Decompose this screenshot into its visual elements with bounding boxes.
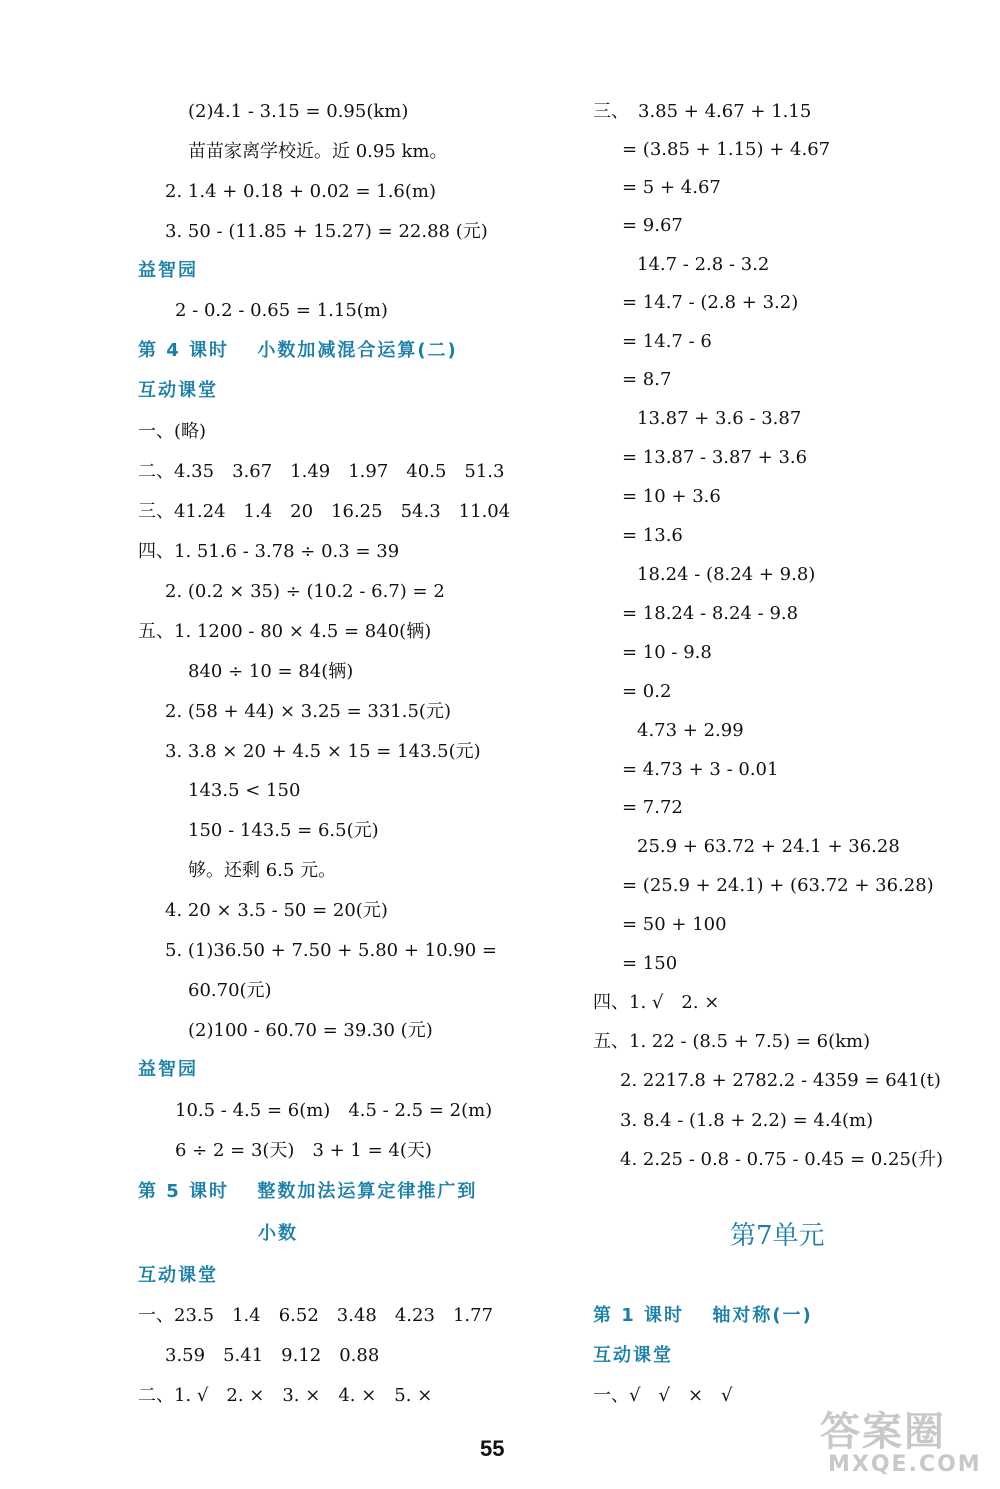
right-answer-line: = (3.85 + 1.15) + 4.67 [622, 139, 831, 160]
right-answer-line: = 5 + 4.67 [622, 177, 721, 198]
right-answer-line: 18.24 - (8.24 + 9.8) [637, 564, 816, 585]
left-answer-line: 三、41.24 1.4 20 16.25 54.3 11.04 [138, 501, 511, 522]
left-section-heading: 第 5 课时 整数加法运算定律推广到 [138, 1181, 478, 1202]
left-answer-line: 2 - 0.2 - 0.65 = 1.15(m) [175, 300, 388, 321]
left-section-heading: 益智园 [138, 260, 198, 281]
left-answer-line: 一、23.5 1.4 6.52 3.48 4.23 1.77 [138, 1305, 494, 1326]
left-answer-line: 四、1. 51.6 - 3.78 ÷ 0.3 = 39 [138, 541, 400, 562]
right-answer-line: 一、√ √ × √ [593, 1385, 733, 1406]
watermark-url: MXQE.COM [828, 1452, 982, 1477]
right-answer-line: 2. 2217.8 + 2782.2 - 4359 = 641(t) [620, 1070, 941, 1091]
left-answer-line: 一、(略) [138, 421, 207, 442]
right-answer-line: = 13.6 [622, 525, 683, 546]
left-answer-line: 2. 1.4 + 0.18 + 0.02 = 1.6(m) [165, 181, 436, 202]
right-answer-line: 四、1. √ 2. × [593, 992, 720, 1013]
right-answer-line: = 8.7 [622, 369, 672, 390]
left-answer-line: 6 ÷ 2 = 3(天) 3 + 1 = 4(天) [175, 1140, 432, 1161]
right-answer-line: = 14.7 - 6 [622, 331, 712, 352]
right-answer-line: 4. 2.25 - 0.8 - 0.75 - 0.45 = 0.25(升) [620, 1149, 943, 1170]
left-answer-line: 2. (0.2 × 35) ÷ (10.2 - 6.7) = 2 [165, 581, 445, 602]
right-answer-line: = 14.7 - (2.8 + 3.2) [622, 292, 799, 313]
watermark-logo: 答案圈 [820, 1409, 946, 1455]
left-section-heading: 互动课堂 [138, 1265, 218, 1286]
right-answer-line: 五、1. 22 - (8.5 + 7.5) = 6(km) [593, 1031, 871, 1052]
left-section-heading: 第 4 课时 小数加减混合运算(二) [138, 340, 458, 361]
left-answer-line: 苗苗家离学校近。近 0.95 km。 [188, 141, 448, 162]
right-answer-line: = 18.24 - 8.24 - 9.8 [622, 603, 799, 624]
left-answer-line: 3. 3.8 × 20 + 4.5 × 15 = 143.5(元) [165, 741, 481, 762]
left-answer-line: 4. 20 × 3.5 - 50 = 20(元) [165, 900, 388, 921]
right-answer-line: 13.87 + 3.6 - 3.87 [637, 408, 802, 429]
right-answer-line: = 10 - 9.8 [622, 642, 712, 663]
left-answer-line: 5. (1)36.50 + 7.50 + 5.80 + 10.90 = [165, 940, 497, 961]
right-answer-line: = 9.67 [622, 215, 683, 236]
left-answer-line: 840 ÷ 10 = 84(辆) [188, 661, 354, 682]
left-section-heading: 益智园 [138, 1059, 198, 1080]
right-answer-line: 14.7 - 2.8 - 3.2 [637, 254, 770, 275]
left-answer-line: 3.59 5.41 9.12 0.88 [165, 1345, 380, 1366]
right-answer-line: = 4.73 + 3 - 0.01 [622, 759, 779, 780]
left-answer-line: 10.5 - 4.5 = 6(m) 4.5 - 2.5 = 2(m) [175, 1100, 493, 1121]
left-answer-line: 够。还剩 6.5 元。 [188, 860, 337, 881]
left-answer-line: 二、1. √ 2. × 3. × 4. × 5. × [138, 1385, 433, 1406]
left-answer-line: 五、1. 1200 - 80 × 4.5 = 840(辆) [138, 621, 432, 642]
right-answer-line: = 150 [622, 953, 678, 974]
right-answer-line: 25.9 + 63.72 + 24.1 + 36.28 [637, 836, 900, 857]
right-answer-line: = 13.87 - 3.87 + 3.6 [622, 447, 808, 468]
right-answer-line: = 7.72 [622, 797, 683, 818]
left-answer-line: 二、4.35 3.67 1.49 1.97 40.5 51.3 [138, 461, 505, 482]
left-section-heading: 小数 [258, 1223, 298, 1244]
left-answer-line: 150 - 143.5 = 6.5(元) [188, 820, 379, 841]
right-answer-line: 三、 3.85 + 4.67 + 1.15 [593, 101, 812, 122]
left-answer-line: 143.5 < 150 [188, 780, 301, 801]
right-answer-line: 4.73 + 2.99 [637, 720, 744, 741]
left-section-heading: 互动课堂 [138, 380, 218, 401]
right-section-heading: 互动课堂 [593, 1345, 673, 1366]
left-answer-line: (2)4.1 - 3.15 = 0.95(km) [188, 101, 409, 122]
right-unit-title: 第7单元 [730, 1221, 825, 1251]
right-answer-line: = 50 + 100 [622, 914, 727, 935]
page-number: 55 [480, 1436, 505, 1461]
right-answer-line: 3. 8.4 - (1.8 + 2.2) = 4.4(m) [620, 1110, 874, 1131]
left-answer-line: 3. 50 - (11.85 + 15.27) = 22.88 (元) [165, 221, 488, 242]
left-answer-line: 2. (58 + 44) × 3.25 = 331.5(元) [165, 701, 451, 722]
right-answer-line: = 0.2 [622, 681, 672, 702]
right-answer-line: = (25.9 + 24.1) + (63.72 + 36.28) [622, 875, 934, 896]
right-section-heading: 第 1 课时 轴对称(一) [593, 1305, 813, 1326]
left-answer-line: (2)100 - 60.70 = 39.30 (元) [188, 1020, 433, 1041]
right-answer-line: = 10 + 3.6 [622, 486, 721, 507]
left-answer-line: 60.70(元) [188, 980, 272, 1001]
